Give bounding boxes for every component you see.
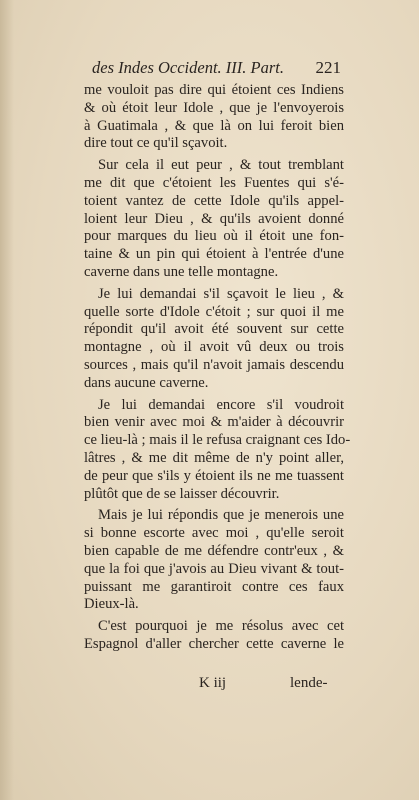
text-line: sources , mais qu'il n'avoit jamais descendu (84, 356, 344, 373)
text-line: pour marques du lieu où il étoit une fon- (84, 228, 344, 245)
text-line: caverne dans une telle montagne. (84, 263, 279, 280)
text-line: dire tout ce qu'il sçavoit. (84, 135, 228, 152)
text-line: taine & un pin qui étoient à l'entrée d'une (84, 246, 344, 263)
text-line: si bonne escorte avec moi , qu'elle seroit (84, 525, 344, 542)
text-line: toient vantez de cette Idole qu'ils appel- (84, 192, 344, 209)
text-line: me dit que c'étoient les Fuentes qui s'é- (84, 174, 344, 191)
text-line: lâtres , & me dit même de n'y point aller, (84, 449, 344, 466)
text-line: que la foi que j'avois au Dieu vivant & tout- (84, 560, 344, 577)
text-line: plûtôt que de se laisser découvrir. (84, 485, 280, 502)
text-line: ce lieu-là ; mais il le refusa craignant ces Ido- (84, 432, 351, 449)
page-gutter-shadow (0, 0, 14, 800)
text-line: à Guatimala , & que là on lui feroit bien (84, 117, 344, 134)
text-line: répondit qu'il avoit été souvent sur cette (84, 321, 344, 338)
text-line: quelle sorte d'Idole c'étoit ; sur quoi il me (84, 303, 344, 320)
text-line: puissant me garantiroit contre ces faux (84, 578, 344, 595)
text-line: me vouloit pas dire qui étoient ces Indiens (84, 82, 344, 98)
catchword: lende- (290, 675, 328, 691)
text-line: montagne , où il avoit vû deux ou trois (84, 339, 344, 356)
page-number: 221 (315, 58, 341, 77)
page-header (92, 58, 341, 78)
text-line: Espagnol d'aller chercher cette caverne le (84, 635, 344, 652)
text-line: bien venir avec moi & m'aider à découvrir (84, 414, 344, 431)
paragraph-start-line: Je lui demandai encore s'il voudroit (98, 396, 344, 413)
body-text (84, 82, 351, 654)
text-line: Dieux-là. (84, 596, 139, 613)
running-title: des Indes Occident. III. Part. (92, 58, 284, 77)
paragraph-start-line: Je lui demandai s'il sçavoit le lieu , & (98, 285, 344, 302)
signature-mark: K iij (199, 675, 227, 691)
text-line: bien capable de me défendre contr'eux , & (84, 542, 344, 559)
text-line: loient leur Dieu , & qu'ils avoient donné (84, 210, 344, 227)
paragraph-start-line: Mais je lui répondis que je menerois une (98, 507, 344, 524)
text-line: de peur que s'ils y étoient ils ne me tuassent (84, 467, 344, 484)
paragraph-start-line: C'est pourquoi je me résolus avec cet (98, 618, 344, 635)
text-line: dans aucune caverne. (84, 374, 209, 391)
text-line: & où étoit leur Idole , que je l'envoyerois (84, 99, 344, 116)
paragraph-start-line: Sur cela il eut peur , & tout tremblant (98, 157, 344, 174)
